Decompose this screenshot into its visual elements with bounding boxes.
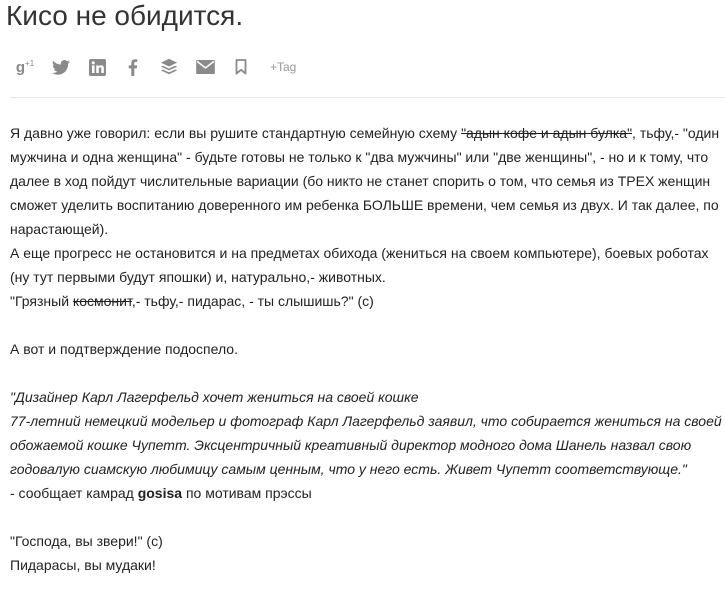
google-plus-glyph: $g^{+1}$ <box>15 58 35 76</box>
bookmark-icon[interactable] <box>230 56 252 78</box>
paragraph-4: А вот и подтверждение подоспело. <box>10 341 238 357</box>
news-quote <box>10 385 722 481</box>
buffer-icon[interactable] <box>158 56 180 78</box>
paragraph-1: Я давно уже говорил: если вы рушите стандартную семейную схему "адын кофе и адын булка", тьфу,- "один мужчина и одна женщина" - будьте готовы не только к "два мужчины" или "две женщины", - но и к тому, что далее в ход пойдут числительные вариации (бо никто не станет спорить о том, что семья из ТРЕХ женщин сможет уделить воспитанию доверенного им ребенка БОЛЬШЕ времени, чем семья из двух. И так далее, по нарастающей). <box>10 125 720 237</box>
post-title: Кисо не обидится. <box>6 0 244 31</box>
google-plus-icon[interactable] <box>14 56 36 78</box>
author-name: gosisa <box>137 485 183 501</box>
post-body <box>10 121 722 577</box>
linkedin-icon[interactable] <box>86 56 108 78</box>
strikethrough-text: "адын кофе и адын булка" <box>461 125 633 141</box>
divider <box>10 97 725 98</box>
email-icon[interactable] <box>194 56 216 78</box>
paragraph-3: "Грязный космонит,- тьфу,- пидарас, - ты слышишь?" (с) <box>10 293 374 309</box>
add-tag-button[interactable]: +Tag <box>270 60 297 74</box>
quote-headline: "Дизайнер Карл Лагерфельд хочет жениться на своей кошке <box>10 389 419 405</box>
paragraph-6: Пидарасы, вы мудаки! <box>10 557 156 573</box>
twitter-icon[interactable] <box>50 56 72 78</box>
attribution: - сообщает камрад gosisa по мотивам прэссы <box>10 485 312 501</box>
paragraph-2: А еще прогресс не остановится и на предметах обихода (жениться на своем компьютере), боевых роботах (ну тут первыми будут япошки) и, натурально,- животных. <box>10 245 709 285</box>
share-bar <box>14 56 296 78</box>
quote-body: 77-летний немецкий модельер и фотограф Карл Лагерфельд заявил, что собирается жениться на своей обожаемой кошке Чупетт. Эксцентричный креативный директор модного дома Шанель назвал свою годовалую сиамскую любимицу самым ценным, что у него есть. Живет Чупетт соответствующе." <box>10 413 722 477</box>
google-plus-count: +1 <box>25 58 35 68</box>
paragraph-5: "Господа, вы звери!" (с) <box>10 533 163 549</box>
strikethrough-text: космонит <box>72 293 132 309</box>
facebook-icon[interactable] <box>122 56 144 78</box>
